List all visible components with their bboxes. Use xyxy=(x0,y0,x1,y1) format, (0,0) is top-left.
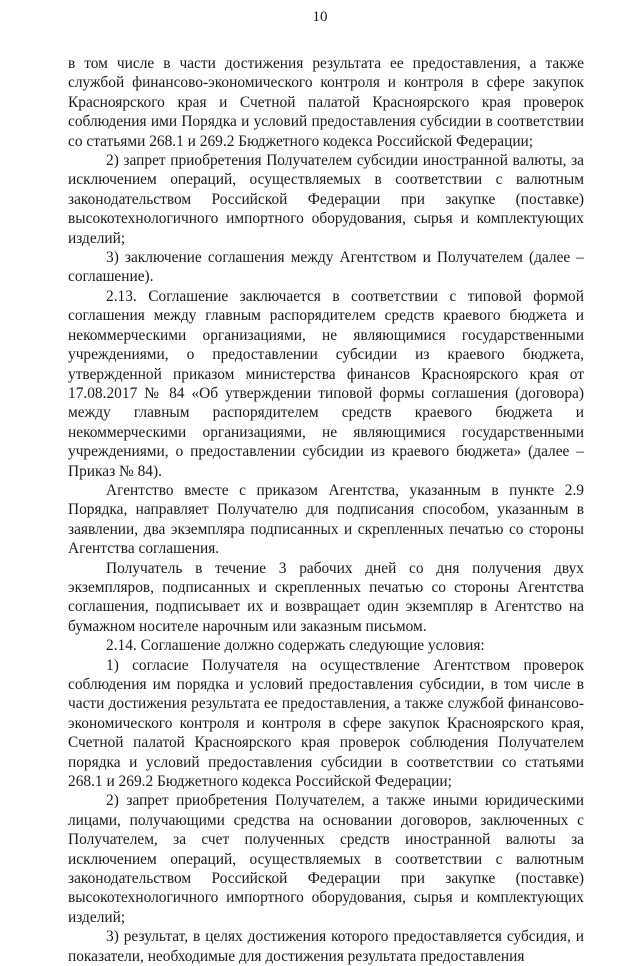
paragraph: 3) заключение соглашения между Агентством и Получателем (далее – соглашение). xyxy=(68,249,584,286)
paragraph: 1) согласие Получателя на осуществление Агентством проверок соблюдения им порядка и условий предоставления субсидии, в том числе в части достижения результата ее предоставления, а также службой финансово-экономического контроля и контроля в сфере закупок Красноярского края, Счетной палатой Красноярского края проверок соблюдения Получателем порядка и условий предоставления субсидии в соответствии со статьями 268.1 и 269.2 Бюджетного кодекса Российской Федерации; xyxy=(68,656,584,791)
paragraph: в том числе в части достижения результата ее предоставления, а также службой финансово-экономического контроля и контроля в сфере закупок Красноярского края и Счетной палатой Красноярского края проверок соблюдения ими Порядка и условий предоставления субсидии в соответствии со статьями 268.1 и 269.2 Бюджетного кодекса Российской Федерации; xyxy=(68,55,584,150)
paragraph: 2.13. Соглашение заключается в соответствии с типовой формой соглашения между главным распорядителем средств краевого бюджета и некоммерческими организациями, не являющимися государственными учреждениями, о предоставлении субсидии из краевого бюджета, утвержденной приказом министерства финансов Красноярского края от 17.08.2017 № 84 «Об утверждении типовой формы соглашения (договора) между главным распорядителем средств краевого бюджета и некоммерческими организациями, не являющимися государственными учреждениями, о предоставлении субсидии из краевого бюджета» (далее – Приказ № 84). xyxy=(68,287,584,480)
paragraph: 3) результат, в целях достижения которого предоставляется субсидия, и показатели, необходимые для достижения результата предоставления xyxy=(68,928,584,965)
paragraph: Агентство вместе с приказом Агентства, указанным в пункте 2.9 Порядка, направляет Получателю для подписания способом, указанным в заявлении, два экземпляра подписанных и скрепленных печатью со стороны Агентства соглашения. xyxy=(68,481,584,558)
paragraph: 2) запрет приобретения Получателем, а также иными юридическими лицами, получающими средства на основании договоров, заключенных с Получателем, за счет полученных средств иностранной валюты за исключением операций, осуществляемых в соответствии с валютным законодательством Российской Федерации при закупке (поставке) высокотехнологичного импортного оборудования, сырья и комплектующих изделий; xyxy=(68,792,584,926)
paragraph: 2) запрет приобретения Получателем субсидии иностранной валюты, за исключением операций, осуществляемых в соответствии с валютным законодательством Российской Федерации при закупке (поставке) высокотехнологичного импортного оборудования, сырья и комплектующих изделий; xyxy=(68,152,584,247)
paragraph: Получатель в течение 3 рабочих дней со дня получения двух экземпляров, подписанных и скрепленных печатью со стороны Агентства соглашения, подписывает их и возвращает один экземпляр в Агентство на бумажном носителе нарочным или заказным письмом. xyxy=(68,559,584,635)
page-number: 10 xyxy=(312,9,328,25)
document-body xyxy=(68,54,584,966)
paragraph: 2.14. Соглашение должно содержать следующие условия: xyxy=(106,637,485,655)
